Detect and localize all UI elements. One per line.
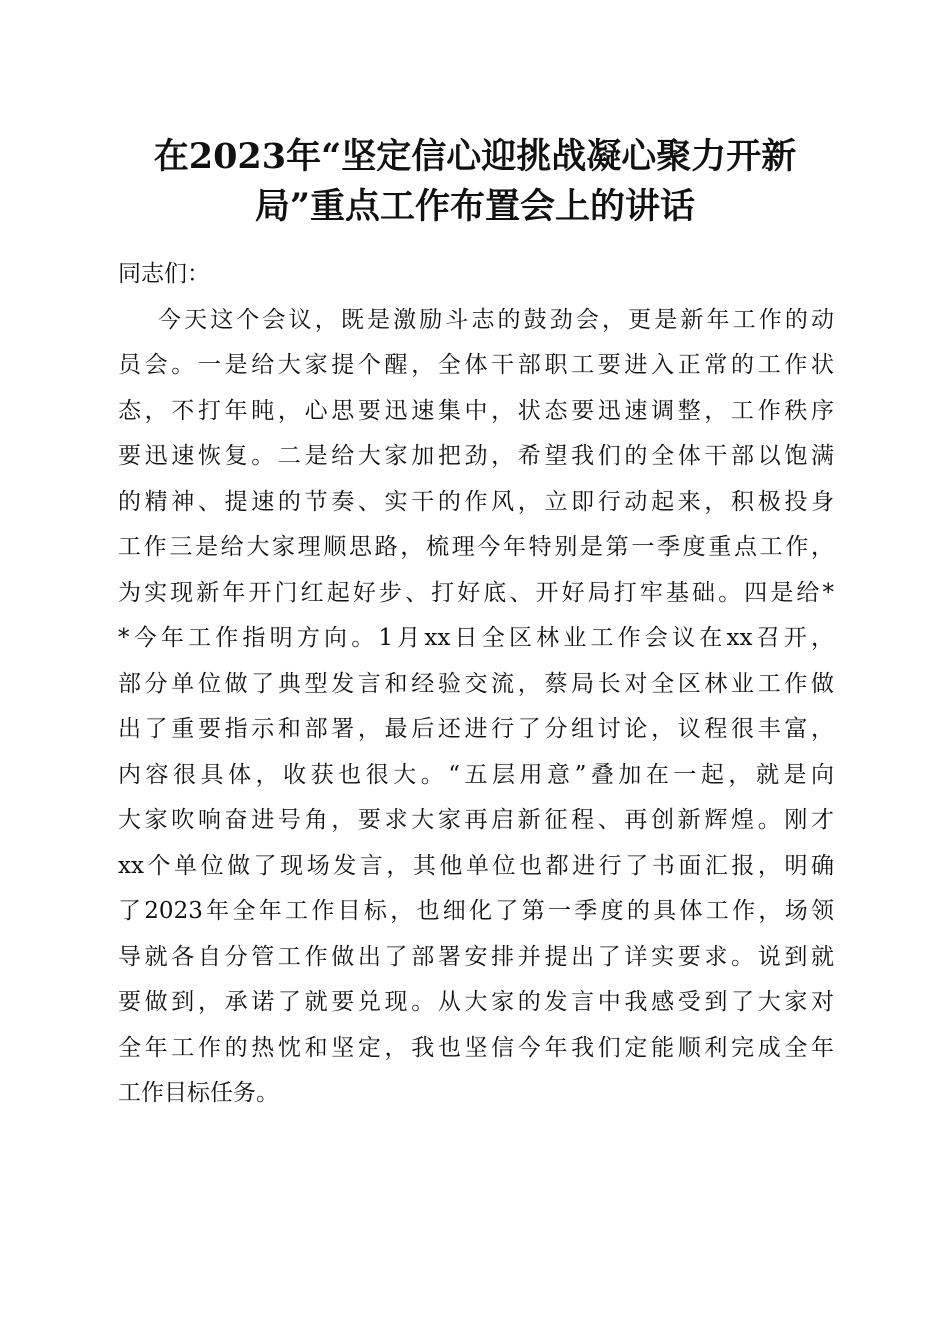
- paragraph-line: *今年工作指明方向。1月xx日全区林业工作会议在xx召开，: [118, 625, 834, 651]
- document-body: [118, 252, 834, 1117]
- paragraph-line: 今天这个会议，既是激励斗志的鼓劲会，更是新年工作的动: [158, 306, 834, 333]
- salutation: 同志们：: [118, 261, 210, 287]
- paragraph-line: xx个单位做了现场发言，其他单位也都进行了书面汇报，明确: [118, 852, 834, 879]
- paragraph-line: 导就各自分管工作做出了部署安排并提出了详实要求。说到就: [118, 943, 834, 970]
- paragraph-line: 工作三是给大家理顺思路，梳理今年特别是第一季度重点工作，: [118, 534, 834, 560]
- paragraph-line: 大家吹响奋进号角，要求大家再启新征程、再创新辉煌。刚才: [118, 807, 834, 833]
- paragraph-line: 出了重要指示和部署，最后还进行了分组讨论，议程很丰富，: [118, 716, 834, 742]
- paragraph-line: 了2023年全年工作目标，也细化了第一季度的具体工作，场领: [118, 898, 834, 924]
- paragraph-line: 要迅速恢复。二是给大家加把劲，希望我们的全体干部以饱满: [118, 443, 834, 469]
- paragraph-line: 内容很具体，收获也很大。“五层用意”叠加在一起，就是向: [118, 761, 834, 788]
- speech-paragraph: [118, 298, 834, 1117]
- paragraph-line: 工作目标任务。: [118, 1080, 279, 1106]
- document-title: [110, 132, 840, 232]
- paragraph-line: 全年工作的热忱和坚定，我也坚信今年我们定能顺利完成全年: [118, 1034, 834, 1061]
- paragraph-line: 态，不打年盹，心思要迅速集中，状态要迅速调整，工作秩序: [118, 397, 834, 424]
- paragraph-line: 为实现新年开门红起好步、打好底、开好局打牢基础。四是给*: [118, 579, 834, 606]
- paragraph-line: 要做到，承诺了就要兑现。从大家的发言中我感受到了大家对: [118, 989, 834, 1015]
- paragraph-line: 的精神、提速的节奏、实干的作风，立即行动起来，积极投身: [118, 488, 834, 515]
- paragraph-line: 部分单位做了典型发言和经验交流，蔡局长对全区林业工作做: [118, 670, 834, 697]
- paragraph-line: 员会。一是给大家提个醒，全体干部职工要进入正常的工作状: [118, 352, 834, 378]
- title-line-2: 局”重点工作布置会上的讲话: [254, 186, 696, 227]
- title-line-1: 在2023年“坚定信心迎挑战凝心聚力开新: [153, 136, 797, 177]
